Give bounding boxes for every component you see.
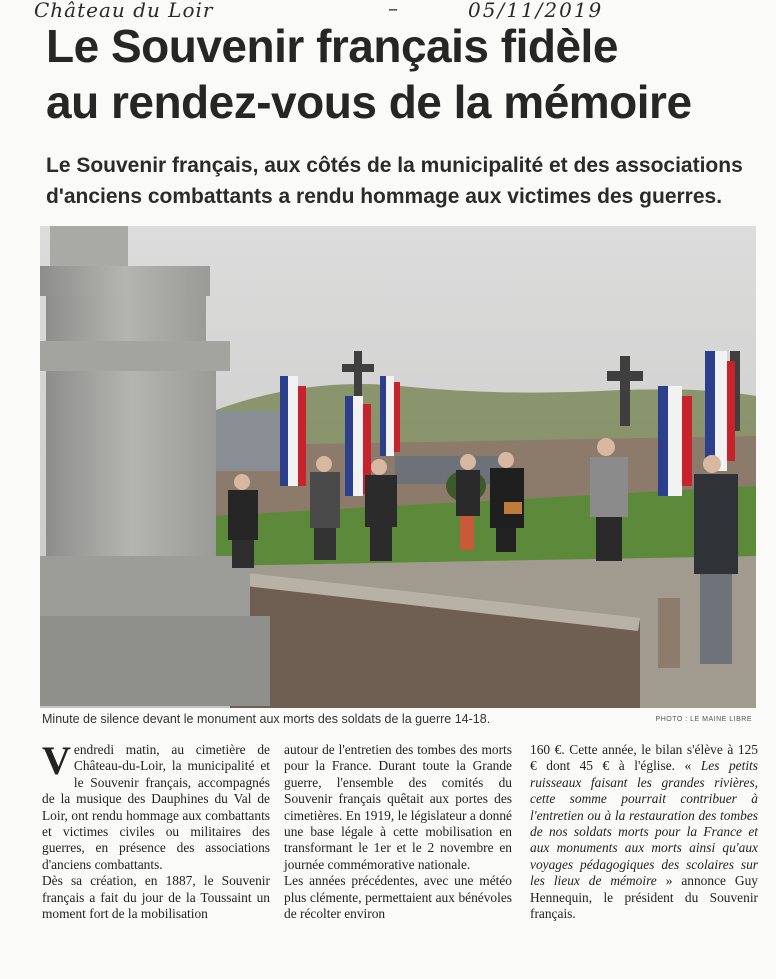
paragraph-text: 160 €. Cette année, le bilan s'élève à 125 € dont 45 € à l'église. « <box>530 742 758 774</box>
article-column-2 <box>284 742 512 922</box>
article-paragraph: autour de l'entretien des tombes des morts pour la France. Durant toute la Grande guerre, l'ensemble des comités du Souvenir français quêtait aux portes des cimetières. En 1919, le législateur a donné une base légale à cette mobilisation en transformant le 1er et le 2 novembre en journée commémorative nationale. <box>284 742 512 872</box>
photo-credit: PHOTO : LE MAINE LIBRE <box>655 716 752 723</box>
drop-cap: V <box>42 738 71 783</box>
ceremony-photo <box>40 226 756 708</box>
subheadline-line-2: d'anciens combattants a rendu hommage aux victimes des guerres. <box>46 185 723 208</box>
article-column-3 <box>530 742 758 922</box>
paragraph-text: endredi matin, au cimetière de Château-du-Loir, la municipalité et le Souvenir français, accompagnés de la musique des Dauphines du Val de Loir, ont rendu hommage aux combattants et victimes civiles ou militaires des guerres, en présence des associations d'anciens combattants. <box>42 742 270 872</box>
wooden-post <box>658 598 680 668</box>
paragraph-text: » annonce Guy Hennequin, le président du Souvenir français. <box>530 873 758 922</box>
photo-illustration <box>40 226 756 708</box>
quote-text: Les petits ruisseaux faisant les grandes rivières, cette somme pourrait contribuer à l'entretien ou à la restauration des tombes de nos soldats morts pour la France et aux monuments aux morts ainsi qu'aux voyages pédagogiques des scolaires sur les lieux de mémoire <box>530 758 758 889</box>
subheadline-line-1: Le Souvenir français, aux côtés de la municipalité et des associations <box>46 154 743 177</box>
handwritten-date: 05/11/2019 <box>468 0 604 22</box>
article-paragraph: Les années précédentes, avec une météo plus clémente, permettaient aux bénévoles de récolter environ <box>284 873 512 922</box>
headline <box>46 18 756 130</box>
article-column-1 <box>42 738 270 922</box>
article-paragraph <box>530 742 758 922</box>
handwritten-place: Château du Loir <box>34 0 214 22</box>
article-paragraph <box>42 738 270 873</box>
photo-caption: Minute de silence devant le monument aux morts des soldats de la guerre 14-18. <box>42 712 491 726</box>
headline-line-1: Le Souvenir français fidèle <box>46 20 618 72</box>
article-paragraph: Dès sa création, en 1887, le Souvenir français a fait du jour de la Toussaint un moment fort de la mobilisation <box>42 873 270 922</box>
subheadline <box>46 150 746 212</box>
headline-line-2: au rendez-vous de la mémoire <box>46 76 692 128</box>
handwritten-dash: – <box>388 0 398 20</box>
